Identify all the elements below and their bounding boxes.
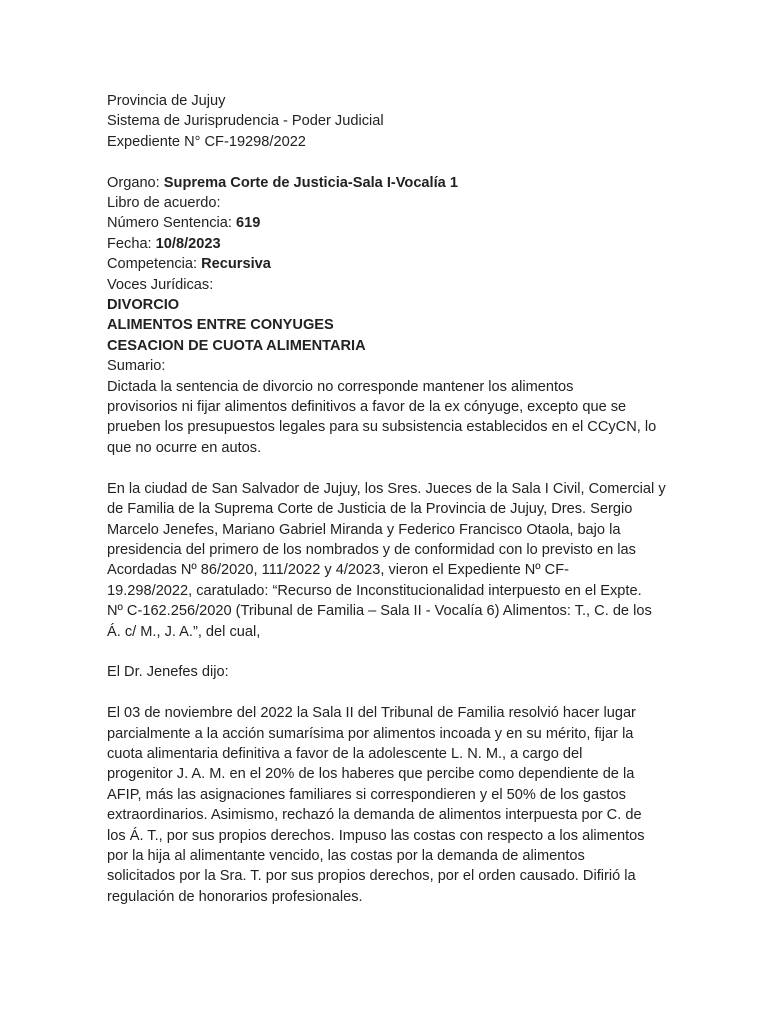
text-line: provisorios ni fijar alimentos definitivos a favor de la ex cónyuge, excepto que se	[107, 399, 627, 416]
spacer	[107, 152, 663, 172]
text-line: El 03 de noviembre del 2022 la Sala II del Tribunal de Familia resolvió hacer lugar	[107, 705, 636, 722]
spacer	[107, 642, 663, 662]
field-label: Competencia:	[107, 256, 202, 273]
text-line: de Familia de la Suprema Corte de Justicia de la Provincia de Jujuy, Dres. Sergio	[107, 501, 633, 518]
text-line: progenitor J. A. M. en el 20% de los haberes que percibe como dependiente de la	[107, 766, 635, 783]
text-line: 19.298/2022, caratulado: “Recurso de Inconstitucionalidad interpuesto en el Expte.	[107, 582, 642, 599]
field-value: 619	[235, 215, 261, 232]
intro-paragraph	[107, 479, 666, 642]
document-page	[107, 91, 666, 907]
field-competencia	[107, 254, 663, 274]
text-line: Acordadas Nº 86/2020, 111/2022 y 4/2023, vieron el Expediente Nº CF-	[107, 562, 569, 579]
text-line: Dictada la sentencia de divorcio no corresponde mantener los alimentos	[107, 378, 574, 395]
text-line: cuota alimentaria definitiva a favor de la adolescente L. N. M., a cargo del	[107, 745, 583, 762]
text-line: prueben los presupuestos legales para su subsistencia establecidos en el CCyCN, lo	[107, 419, 657, 436]
text-line: solicitados por la Sra. T. por sus propios derechos, por el orden causado. Difirió la	[107, 868, 636, 885]
field-organo	[107, 173, 663, 193]
text-line: los Á. T., por sus propios derechos. Impuso las costas con respecto a los alimentos	[107, 827, 645, 844]
text-line: presidencia del primero de los nombrados y de conformidad con lo previsto en las	[107, 541, 636, 558]
text-line: Á. c/ M., J. A.”, del cual,	[107, 623, 261, 640]
text-line: por la hija al alimentante vencido, las costas por la demanda de alimentos	[107, 847, 585, 864]
field-value: Suprema Corte de Justicia-Sala I-Vocalía 1	[163, 174, 458, 191]
field-label: Organo:	[107, 174, 164, 191]
field-value: Recursiva	[201, 256, 271, 273]
header-system: Sistema de Jurisprudencia - Poder Judicial	[107, 113, 384, 130]
field-label: Número Sentencia:	[107, 215, 236, 232]
field-voces-label: Voces Jurídicas:	[107, 276, 214, 293]
body-paragraph	[107, 703, 663, 907]
text-line: parcialmente a la acción sumarísima por alimentos incoada y en su mérito, fijar la	[107, 725, 634, 742]
field-fecha	[107, 234, 663, 254]
field-sentencia	[107, 213, 663, 233]
voz-juridica: DIVORCIO	[107, 297, 180, 314]
voz-juridica: CESACION DE CUOTA ALIMENTARIA	[107, 337, 366, 354]
text-line: extraordinarios. Asimismo, rechazó la demanda de alimentos interpuesta por C. de	[107, 807, 642, 824]
field-value: 10/8/2023	[155, 235, 221, 252]
text-line: regulación de honorarios profesionales.	[107, 888, 363, 905]
spacer	[107, 458, 663, 478]
sumario-text	[107, 377, 663, 459]
spacer	[107, 683, 663, 703]
voz-juridica: ALIMENTOS ENTRE CONYUGES	[107, 317, 334, 334]
field-label: Fecha:	[107, 235, 156, 252]
field-sumario-label: Sumario:	[107, 358, 166, 375]
text-line: Marcelo Jenefes, Mariano Gabriel Miranda y Federico Francisco Otaola, bajo la	[107, 521, 621, 538]
speaker-line: El Dr. Jenefes dijo:	[107, 664, 229, 681]
text-line: que no ocurre en autos.	[107, 439, 262, 456]
text-line: AFIP, más las asignaciones familiares si correspondieren y el 50% de los gastos	[107, 786, 626, 803]
text-line: En la ciudad de San Salvador de Jujuy, los Sres. Jueces de la Sala I Civil, Comercial y	[107, 480, 666, 497]
field-libro: Libro de acuerdo:	[107, 195, 221, 212]
header-case-number: Expediente N° CF-19298/2022	[107, 133, 306, 150]
text-line: Nº C-162.256/2020 (Tribunal de Familia – Sala II - Vocalía 6) Alimentos: T., C. de los	[107, 603, 652, 620]
header-province: Provincia de Jujuy	[107, 93, 226, 109]
